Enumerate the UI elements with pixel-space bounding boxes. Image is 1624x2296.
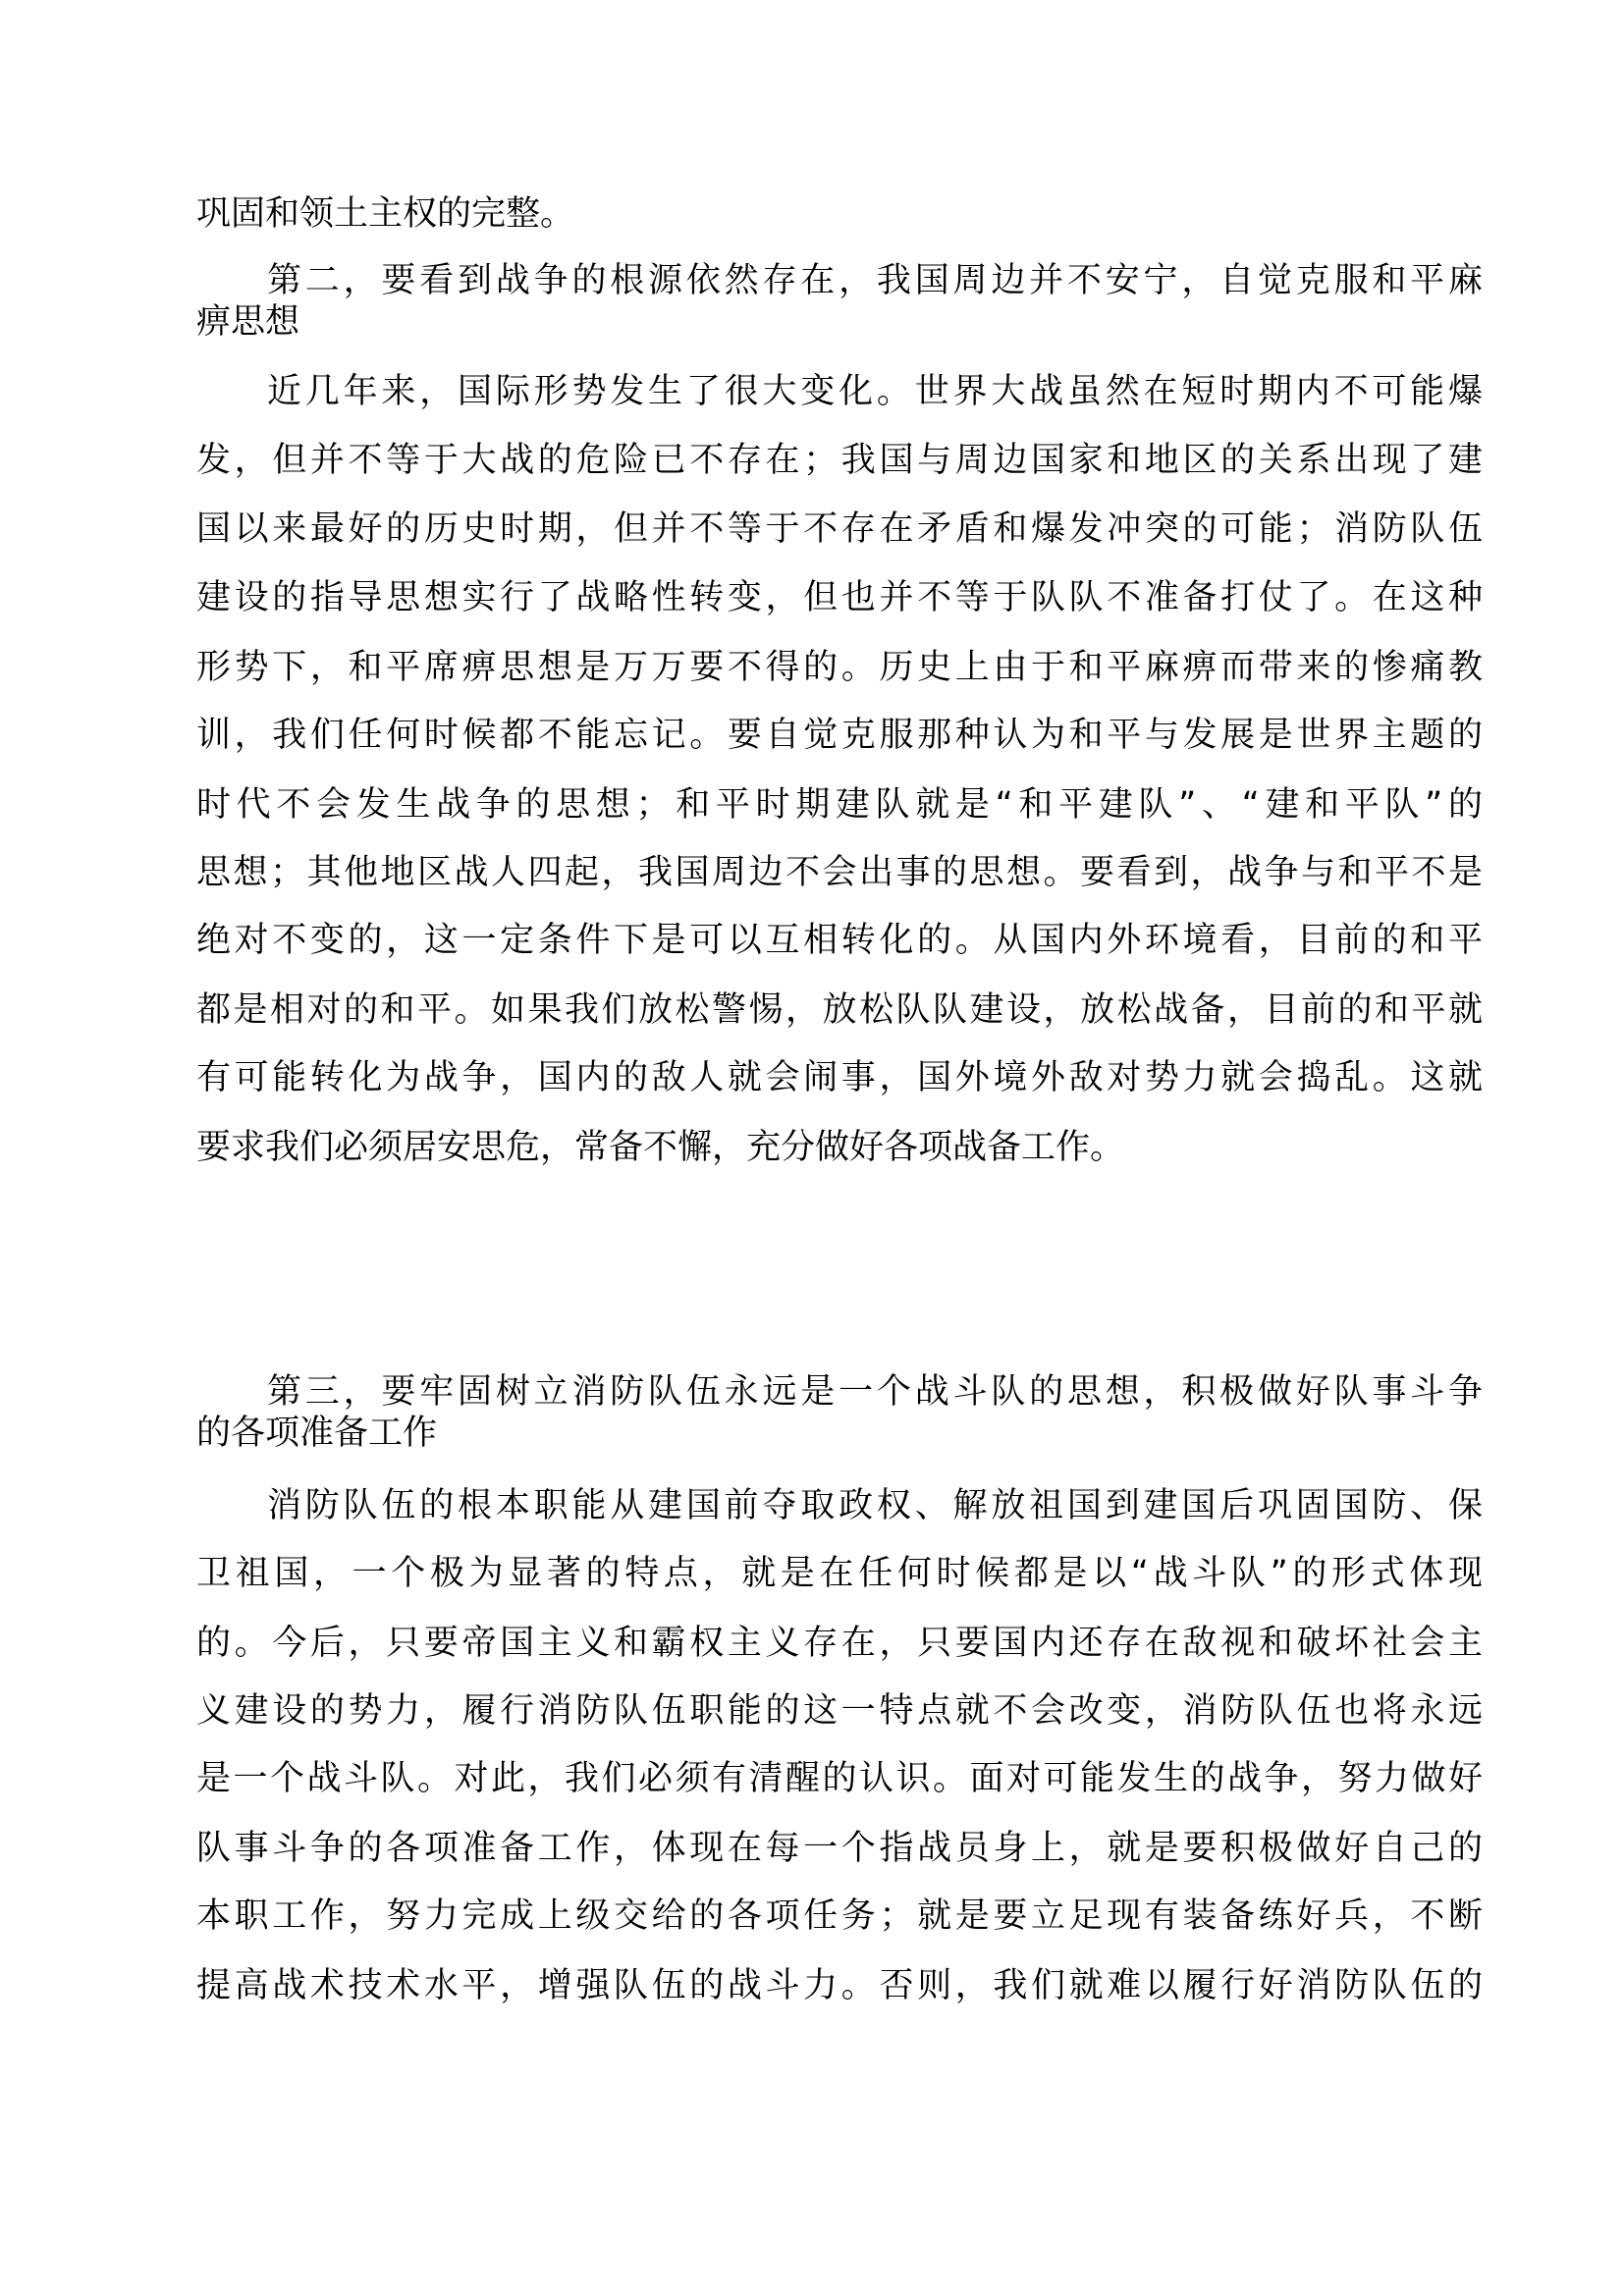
paragraph-line: 有可能转化为战争，国内的敌人就会闹事，国外境外敌对势力就会捣乱。这就: [196, 1058, 1483, 1097]
paragraph-line: 巩固和领土主权的完整。: [196, 194, 575, 234]
paragraph-line: 时代不会发生战争的思想；和平时期建队就是“和平建队”、“建和平队”的: [196, 785, 1483, 825]
paragraph-line: 义建设的势力，履行消防队伍职能的这一特点就不会改变，消防队伍也将永远: [196, 1691, 1483, 1731]
paragraph-line: 国以来最好的历史时期，但并不等于不存在矛盾和爆发冲突的可能；消防队伍: [196, 509, 1483, 549]
section-heading-line: 痹思想: [196, 302, 300, 342]
section-heading-line: 第二，要看到战争的根源依然存在，我国周边并不安宁，自觉克服和平麻: [267, 261, 1483, 300]
paragraph-line: 消防队伍的根本职能从建国前夺取政权、解放祖国到建国后巩固国防、保: [267, 1486, 1483, 1525]
paragraph-line: 本职工作，努力完成上级交给的各项任务；就是要立足现有装备练好兵，不断: [196, 1896, 1483, 1936]
paragraph-line: 绝对不变的，这一定条件下是可以互相转化的。从国内外环境看，目前的和平: [196, 921, 1483, 960]
paragraph-line: 都是相对的和平。如果我们放松警惕，放松队队建设，放松战备，目前的和平就: [196, 990, 1483, 1030]
paragraph-line: 队事斗争的各项准备工作，体现在每一个指战员身上，就是要积极做好自己的: [196, 1829, 1483, 1868]
paragraph-line: 建设的指导思想实行了战略性转变，但也并不等于队队不准备打仗了。在这种: [196, 578, 1483, 617]
section-heading-line: 第三，要牢固树立消防队伍永远是一个战斗队的思想，积极做好队事斗争: [267, 1372, 1483, 1412]
paragraph-line: 要求我们必须居安思危，常备不懈，充分做好各项战备工作。: [196, 1128, 1125, 1167]
paragraph-line: 卫祖国，一个极为显著的特点，就是在任何时候都是以“战斗队”的形式体现: [196, 1554, 1483, 1593]
paragraph-line: 的。今后，只要帝国主义和霸权主义存在，只要国内还存在敌视和破坏社会主: [196, 1624, 1483, 1663]
paragraph-line: 形势下，和平席痹思想是万万要不得的。历史上由于和平麻痹而带来的惨痛教: [196, 648, 1483, 687]
paragraph-line: 是一个战斗队。对此，我们必须有清醒的认识。面对可能发生的战争，努力做好: [196, 1759, 1483, 1798]
paragraph-line: 训，我们任何时候都不能忘记。要自觉克服那种认为和平与发展是世界主题的: [196, 716, 1483, 755]
paragraph-line: 思想；其他地区战人四起，我国周边不会出事的思想。要看到，战争与和平不是: [196, 853, 1483, 892]
section-heading-line: 的各项准备工作: [196, 1414, 438, 1453]
paragraph-line: 发，但并不等于大战的危险已不存在；我国与周边国家和地区的关系出现了建: [196, 441, 1483, 480]
paragraph-line: 提高战术技术水平，增强队伍的战斗力。否则，我们就难以履行好消防队伍的: [196, 1966, 1483, 2005]
paragraph-line: 近几年来，国际形势发生了很大变化。世界大战虽然在短时期内不可能爆: [267, 372, 1483, 411]
